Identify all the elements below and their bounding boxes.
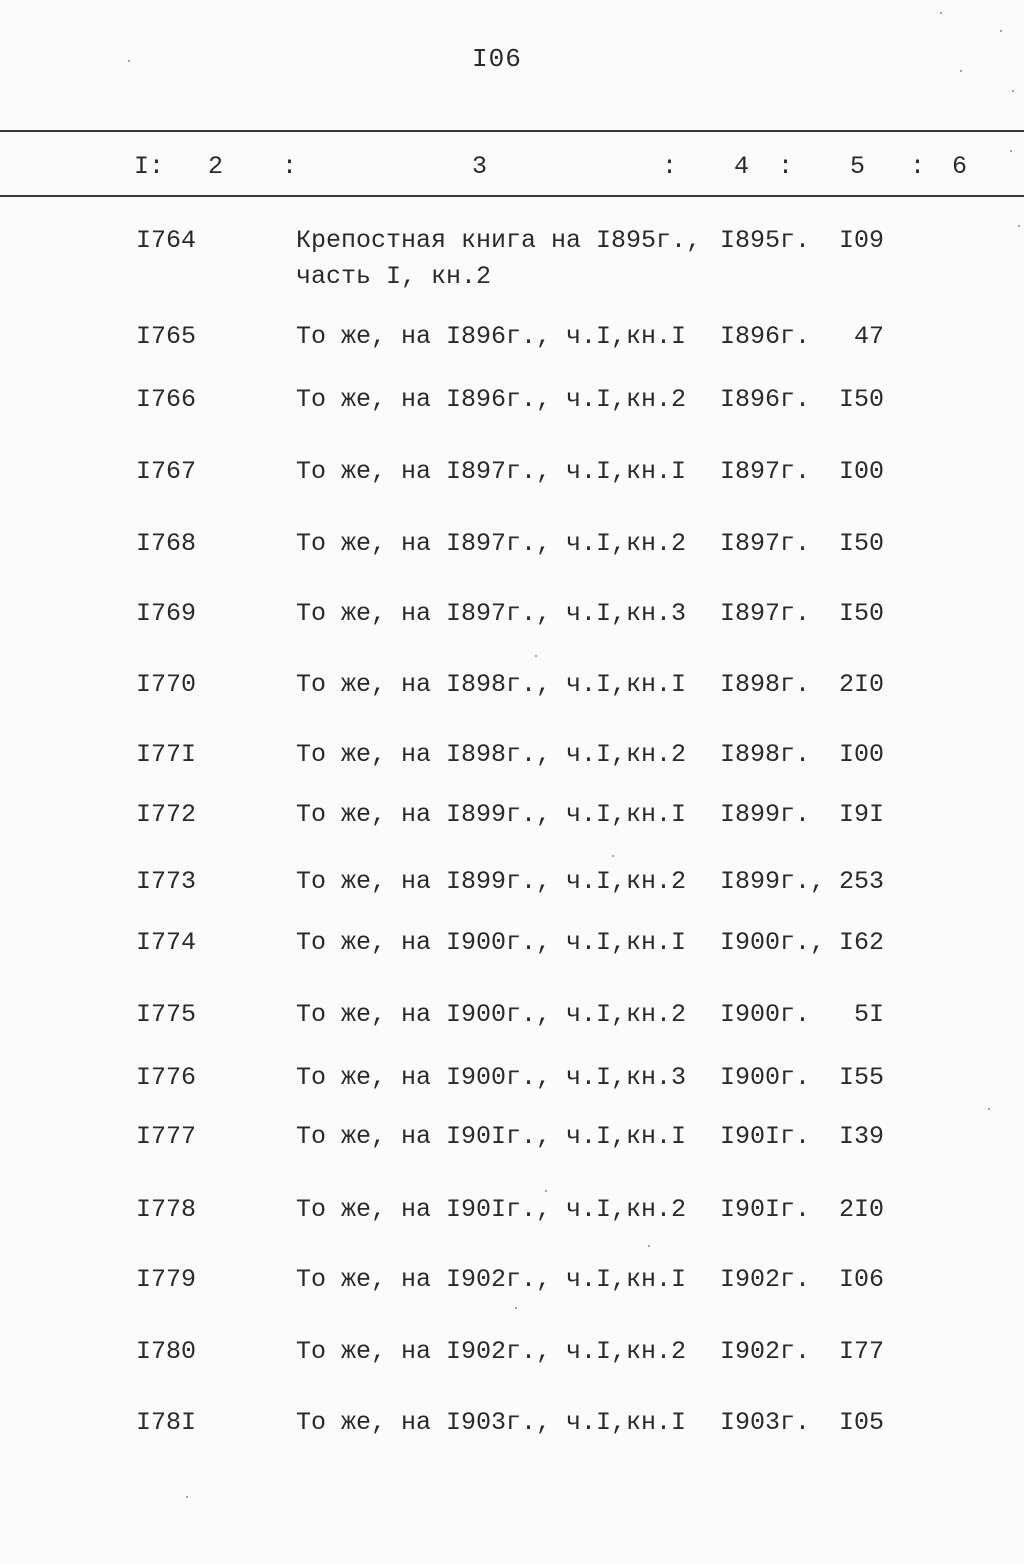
item-description: То же, на I90Iг., ч.I,кн.2 [296,1195,687,1224]
item-year: I900г. [720,1063,811,1092]
column-header-3: 3 [472,152,488,181]
column-header-1: I: [134,152,165,181]
item-sheet-count: I06 [838,1265,884,1294]
item-sheet-count: I05 [838,1408,884,1437]
item-number: I764 [136,226,197,255]
table-row [0,1122,1024,1158]
header-top-rule [0,130,1024,132]
item-number: I77I [136,740,197,769]
item-number: I766 [136,385,197,414]
table-row [0,1408,1024,1444]
item-number: I772 [136,800,197,829]
item-description: То же, на I898г., ч.I,кн.I [296,670,687,699]
item-description: То же, на I899г., ч.I,кн.2 [296,867,687,896]
item-description: То же, на I897г., ч.I,кн.2 [296,529,687,558]
table-row [0,599,1024,635]
item-sheet-count: 253 [838,867,884,896]
item-sheet-count: 2I0 [838,670,884,699]
item-sheet-count: I55 [838,1063,884,1092]
item-year: I902г. [720,1265,811,1294]
item-sheet-count: I00 [838,740,884,769]
item-year: I897г. [720,457,811,486]
item-number: I780 [136,1337,197,1366]
page-number: I06 [472,44,522,74]
item-year: I903г. [720,1408,811,1437]
item-description: То же, на I896г., ч.I,кн.2 [296,385,687,414]
column-separator: : [910,152,926,181]
item-description: То же, на I899г., ч.I,кн.I [296,800,687,829]
item-number: I777 [136,1122,197,1151]
item-description: То же, на I90Iг., ч.I,кн.I [296,1122,687,1151]
item-description-continued: часть I, кн.2 [296,262,492,291]
item-number: I767 [136,457,197,486]
table-row [0,800,1024,836]
item-year: I896г. [720,385,811,414]
item-number: I769 [136,599,197,628]
item-description: То же, на I903г., ч.I,кн.I [296,1408,687,1437]
item-sheet-count: I50 [838,385,884,414]
table-row [0,385,1024,421]
item-sheet-count: 2I0 [838,1195,884,1224]
item-year: I896г. [720,322,811,351]
item-description: То же, на I897г., ч.I,кн.3 [296,599,687,628]
table-row [0,1265,1024,1301]
table-row [0,457,1024,493]
item-description: Крепостная книга на I895г., [296,226,702,255]
item-description: То же, на I902г., ч.I,кн.2 [296,1337,687,1366]
item-description: То же, на I900г., ч.I,кн.2 [296,1000,687,1029]
item-number: I765 [136,322,197,351]
table-row [0,529,1024,565]
table-row [0,670,1024,706]
column-separator: : [282,152,298,181]
item-number: I776 [136,1063,197,1092]
item-description: То же, на I900г., ч.I,кн.3 [296,1063,687,1092]
item-number: I773 [136,867,197,896]
item-year: I898г. [720,740,811,769]
table-row [0,1063,1024,1099]
item-year: I897г. [720,529,811,558]
column-separator: : [778,152,794,181]
item-year: I895г. [720,226,811,255]
item-sheet-count: I50 [838,599,884,628]
item-number: I768 [136,529,197,558]
item-sheet-count: I50 [838,529,884,558]
item-year: I90Iг. [720,1122,811,1151]
item-sheet-count: 5I [853,1000,884,1029]
item-sheet-count: I9I [838,800,884,829]
column-header-2: 2 [208,152,224,181]
item-sheet-count: I62 [838,928,884,957]
item-number: I78I [136,1408,197,1437]
item-number: I775 [136,1000,197,1029]
table-row [0,928,1024,964]
item-number: I770 [136,670,197,699]
column-header-4: 4 [734,152,750,181]
item-year: I90Iг. [720,1195,811,1224]
item-sheet-count: 47 [853,322,884,351]
item-year: I900г., [720,928,826,957]
column-header-5: 5 [850,152,866,181]
item-number: I778 [136,1195,197,1224]
item-sheet-count: I09 [838,226,884,255]
item-year: I902г. [720,1337,811,1366]
item-year: I897г. [720,599,811,628]
item-year: I898г. [720,670,811,699]
item-number: I774 [136,928,197,957]
item-description: То же, на I902г., ч.I,кн.I [296,1265,687,1294]
item-year: I899г., [720,867,826,896]
table-row [0,1195,1024,1231]
column-header-6: 6 [952,152,968,181]
table-row [0,867,1024,903]
item-description: То же, на I900г., ч.I,кн.I [296,928,687,957]
header-bottom-rule [0,195,1024,197]
table-row [0,322,1024,358]
item-description: То же, на I898г., ч.I,кн.2 [296,740,687,769]
table-row [0,1000,1024,1036]
table-row [0,740,1024,776]
item-description: То же, на I896г., ч.I,кн.I [296,322,687,351]
item-sheet-count: I39 [838,1122,884,1151]
item-sheet-count: I77 [838,1337,884,1366]
column-separator: : [662,152,678,181]
item-number: I779 [136,1265,197,1294]
item-year: I899г. [720,800,811,829]
table-row [0,1337,1024,1373]
item-year: I900г. [720,1000,811,1029]
item-sheet-count: I00 [838,457,884,486]
table-row [0,226,1024,296]
item-description: То же, на I897г., ч.I,кн.I [296,457,687,486]
